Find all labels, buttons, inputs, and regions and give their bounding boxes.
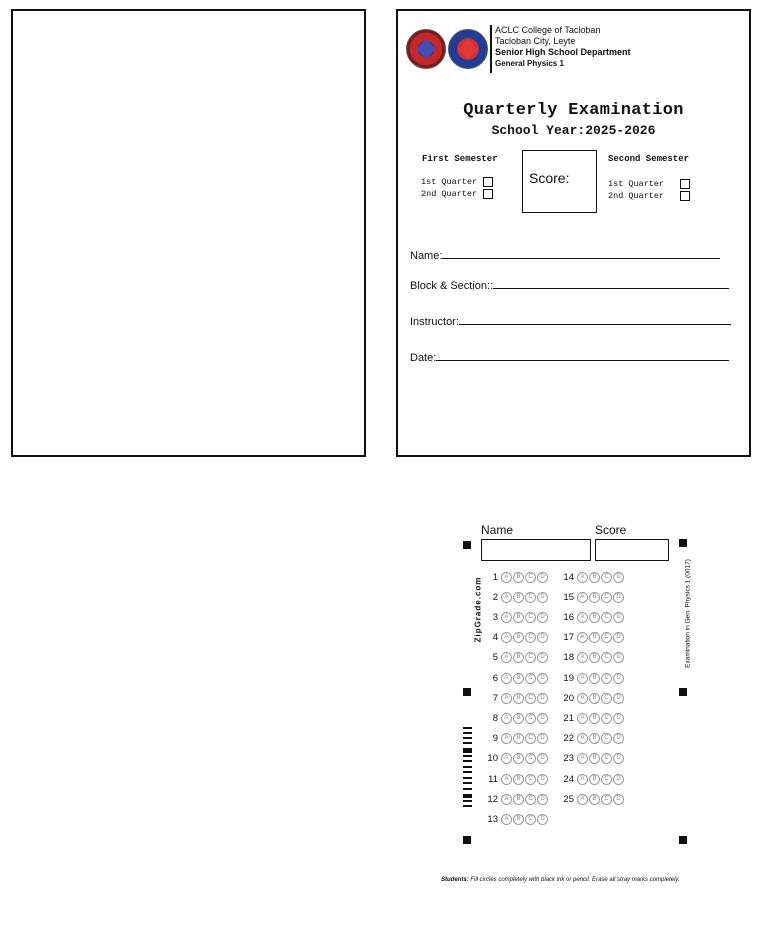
answer-bubble[interactable]: B [589, 733, 600, 744]
question-row [485, 692, 549, 704]
answer-bubble[interactable]: B [589, 774, 600, 785]
answer-bubble[interactable]: A [501, 673, 512, 684]
answer-bubble[interactable]: B [513, 673, 524, 684]
question-row [485, 813, 549, 825]
question-number: 23 [563, 753, 574, 765]
answer-bubble[interactable]: B [513, 733, 524, 744]
question-number: 15 [563, 591, 574, 603]
answer-bubble[interactable]: D [537, 612, 548, 623]
answer-bubble[interactable]: A [501, 693, 512, 704]
question-number: 5 [492, 652, 498, 664]
question-row [561, 632, 625, 644]
answer-bubble[interactable]: D [537, 673, 548, 684]
barcode-bar [463, 782, 472, 784]
answer-bubble[interactable]: C [601, 632, 612, 643]
answer-bubble[interactable]: D [537, 733, 548, 744]
answer-bubble[interactable]: D [613, 652, 624, 663]
sheet-score-label: Score [595, 523, 627, 537]
question-row [561, 611, 625, 623]
answer-bubble[interactable]: A [501, 572, 512, 583]
answer-bubble[interactable]: B [589, 794, 600, 805]
quarter-label: 2nd Quarter [421, 189, 478, 199]
answer-bubble[interactable]: D [537, 592, 548, 603]
question-row [485, 672, 549, 684]
barcode-bar [463, 805, 472, 807]
school-header [495, 25, 631, 69]
quarter-label: 1st Quarter [608, 179, 665, 189]
question-number: 25 [563, 793, 574, 805]
question-row [485, 712, 549, 724]
instructor-field[interactable] [410, 314, 731, 328]
answer-bubble[interactable]: D [613, 753, 624, 764]
question-row [561, 571, 625, 583]
answer-bubble[interactable]: B [589, 572, 600, 583]
second-sem-quarter-2 [608, 191, 690, 201]
answer-bubble[interactable]: C [601, 592, 612, 603]
question-number: 17 [563, 632, 574, 644]
quarter-checkbox[interactable] [680, 191, 690, 201]
header-divider [490, 25, 492, 73]
question-number: 20 [563, 692, 574, 704]
question-number: 4 [492, 632, 498, 644]
answer-bubble[interactable]: C [601, 572, 612, 583]
question-number: 12 [487, 793, 498, 805]
question-row [485, 591, 549, 603]
first-sem-quarter-2 [421, 189, 493, 199]
answer-bubble[interactable]: D [613, 733, 624, 744]
question-row [485, 632, 549, 644]
question-row [561, 793, 625, 805]
answer-bubble[interactable]: A [501, 632, 512, 643]
answer-bubble[interactable]: C [525, 632, 536, 643]
date-field[interactable] [410, 350, 729, 364]
question-number: 7 [492, 692, 498, 704]
answer-bubble[interactable]: D [537, 814, 548, 825]
answer-bubble[interactable]: A [501, 612, 512, 623]
question-number: 13 [487, 813, 498, 825]
school-year: School Year:2025-2026 [491, 123, 656, 138]
second-sem-quarter-1 [608, 179, 690, 189]
zipgrade-brand: ZipGrade.com [473, 576, 483, 643]
answer-bubble[interactable]: B [513, 592, 524, 603]
answer-bubble[interactable]: B [513, 632, 524, 643]
answer-bubble[interactable]: A [577, 652, 588, 663]
sheet-score-box[interactable] [595, 539, 669, 561]
question-row [561, 692, 625, 704]
instructions-bold: Students: [441, 877, 469, 883]
answer-bubble[interactable]: A [577, 713, 588, 724]
question-number: 14 [563, 571, 574, 583]
answer-bubble[interactable]: A [577, 632, 588, 643]
answer-bubble[interactable]: A [577, 753, 588, 764]
answer-bubble[interactable]: B [513, 794, 524, 805]
barcode-bar [463, 742, 472, 744]
question-row [561, 753, 625, 765]
answer-bubble[interactable]: A [501, 592, 512, 603]
barcode-bar [463, 760, 472, 762]
barcode-bar [463, 727, 472, 729]
answer-bubble[interactable]: B [513, 713, 524, 724]
college-name: ACLC College of Tacloban [495, 25, 601, 35]
answer-bubble[interactable]: D [613, 632, 624, 643]
question-number: 1 [492, 571, 498, 583]
answer-bubble[interactable]: C [601, 774, 612, 785]
answer-bubble[interactable]: D [613, 713, 624, 724]
quarter-checkbox[interactable] [483, 177, 493, 187]
answer-bubble[interactable]: B [589, 673, 600, 684]
answer-bubble[interactable]: B [589, 592, 600, 603]
answer-bubble[interactable]: A [501, 753, 512, 764]
quarter-checkbox[interactable] [483, 189, 493, 199]
question-row [485, 793, 549, 805]
answer-bubble[interactable]: C [525, 572, 536, 583]
answer-bubble[interactable]: A [577, 572, 588, 583]
question-number: 21 [563, 712, 574, 724]
answer-bubble[interactable]: A [501, 652, 512, 663]
question-row [485, 652, 549, 664]
question-number: 18 [563, 652, 574, 664]
question-row [561, 712, 625, 724]
answer-bubble[interactable]: A [577, 774, 588, 785]
question-number: 8 [492, 712, 498, 724]
question-number: 11 [488, 773, 498, 785]
instructor-label: Instructor: [410, 316, 459, 328]
answer-bubble[interactable]: C [601, 693, 612, 704]
answer-bubble[interactable]: D [613, 612, 624, 623]
question-number: 9 [492, 733, 498, 745]
question-row [561, 591, 625, 603]
question-number: 16 [563, 611, 574, 623]
score-box [522, 150, 597, 213]
question-row [561, 773, 625, 785]
question-number: 24 [563, 773, 574, 785]
instructions-note [441, 877, 680, 883]
question-row [485, 611, 549, 623]
department-name: Senior High School Department [495, 47, 631, 57]
answer-bubble[interactable]: B [589, 652, 600, 663]
alignment-marker [463, 688, 471, 696]
barcode-bar [463, 771, 472, 773]
answer-bubble[interactable]: D [537, 632, 548, 643]
answer-bubble[interactable]: C [525, 693, 536, 704]
barcode-bar [463, 777, 472, 779]
answer-bubble[interactable]: B [589, 612, 600, 623]
alignment-marker [463, 541, 471, 549]
answer-bubble[interactable]: C [525, 612, 536, 623]
answer-bubble[interactable]: C [601, 673, 612, 684]
answer-bubble[interactable]: C [525, 774, 536, 785]
barcode-bar [463, 748, 472, 753]
question-row [561, 733, 625, 745]
answer-bubble[interactable]: D [613, 673, 624, 684]
sheet-name-box[interactable] [481, 539, 591, 561]
question-row [485, 753, 549, 765]
answer-bubble[interactable]: B [513, 774, 524, 785]
answer-bubble[interactable]: B [589, 753, 600, 764]
answer-bubble[interactable]: A [577, 693, 588, 704]
answer-bubble[interactable]: C [601, 612, 612, 623]
alignment-marker [679, 688, 687, 696]
answer-bubble[interactable]: B [513, 753, 524, 764]
answer-bubble[interactable]: C [601, 794, 612, 805]
block-section-label: Block & Section:: [410, 280, 494, 292]
alignment-marker [463, 836, 471, 844]
school-seal-logo [406, 29, 446, 69]
answer-bubble[interactable]: D [613, 693, 624, 704]
question-number: 2 [492, 591, 498, 603]
blank-page-frame [11, 9, 366, 457]
answer-bubble[interactable]: D [537, 652, 548, 663]
question-row [485, 773, 549, 785]
answer-bubble[interactable]: A [577, 592, 588, 603]
answer-bubble[interactable]: A [501, 733, 512, 744]
exam-cover-page [396, 9, 751, 457]
quarter-label: 1st Quarter [421, 177, 478, 187]
answer-bubble[interactable]: C [525, 673, 536, 684]
first-semester-label: First Semester [422, 154, 498, 164]
date-label: Date: [410, 352, 437, 364]
answer-bubble[interactable]: C [525, 652, 536, 663]
answer-bubble[interactable]: A [501, 814, 512, 825]
answer-bubble[interactable]: A [577, 673, 588, 684]
alignment-marker [679, 539, 687, 547]
answer-bubble[interactable]: B [513, 652, 524, 663]
answer-bubble[interactable]: A [501, 774, 512, 785]
answer-bubble[interactable]: C [601, 713, 612, 724]
answer-bubble[interactable]: B [513, 814, 524, 825]
question-row [485, 571, 549, 583]
subject-name: General Physics 1 [495, 59, 564, 68]
aclc-college-logo [448, 29, 488, 69]
score-label: Score: [529, 170, 570, 186]
answer-bubble[interactable]: C [525, 814, 536, 825]
instructions-text: Fill circles completely with black ink or pencil. Erase all stray marks completely. [468, 877, 680, 883]
question-number: 19 [563, 672, 574, 684]
answer-bubble[interactable]: C [525, 733, 536, 744]
barcode-bar [463, 755, 472, 757]
college-city: Tacloban City, Leyte [495, 36, 576, 46]
answer-bubble[interactable]: C [525, 592, 536, 603]
answer-bubble[interactable]: D [613, 572, 624, 583]
answer-bubble[interactable]: B [589, 632, 600, 643]
question-row [561, 672, 625, 684]
answer-bubble[interactable]: A [577, 612, 588, 623]
sheet-exam-name: Examination in Gen. Physics 1 (0017) [684, 559, 692, 668]
answer-bubble[interactable]: D [537, 693, 548, 704]
sheet-name-label: Name [481, 523, 514, 537]
barcode-bar [463, 732, 472, 734]
answer-bubble[interactable]: D [537, 774, 548, 785]
answer-bubble[interactable]: B [513, 572, 524, 583]
answer-bubble[interactable]: A [577, 794, 588, 805]
answer-bubble[interactable]: A [501, 713, 512, 724]
answer-bubble[interactable]: D [537, 713, 548, 724]
alignment-marker [679, 836, 687, 844]
block-section-field[interactable] [410, 278, 729, 292]
answer-bubble[interactable]: A [577, 733, 588, 744]
barcode-bar [463, 794, 472, 798]
question-number: 22 [563, 733, 574, 745]
exam-title: Quarterly Examination [463, 101, 684, 120]
second-semester-label: Second Semester [608, 154, 690, 164]
answer-bubble[interactable]: D [613, 592, 624, 603]
barcode-bar [463, 800, 472, 802]
name-field[interactable] [410, 248, 720, 262]
answer-bubble[interactable]: B [589, 713, 600, 724]
answer-bubble[interactable]: C [601, 753, 612, 764]
answer-bubble[interactable]: C [525, 713, 536, 724]
answer-bubble[interactable]: D [613, 774, 624, 785]
name-label: Name: [410, 250, 443, 262]
answer-bubble[interactable]: C [601, 652, 612, 663]
quarter-checkbox[interactable] [680, 179, 690, 189]
quarter-label: 2nd Quarter [608, 191, 665, 201]
answer-bubble[interactable]: C [601, 733, 612, 744]
answer-bubble[interactable]: B [513, 693, 524, 704]
answer-bubble[interactable]: A [501, 794, 512, 805]
question-number: 6 [492, 672, 498, 684]
answer-bubble[interactable]: D [537, 794, 548, 805]
answer-bubble[interactable]: D [537, 572, 548, 583]
question-row [561, 652, 625, 664]
answer-bubble[interactable]: B [589, 693, 600, 704]
first-sem-quarter-1 [421, 177, 493, 187]
zipgrade-answer-sheet [455, 520, 695, 850]
barcode-bar [463, 766, 472, 768]
question-number: 3 [492, 611, 498, 623]
answer-bubble[interactable]: D [537, 753, 548, 764]
answer-bubble[interactable]: C [525, 794, 536, 805]
answer-bubble[interactable]: D [613, 794, 624, 805]
barcode-bar [463, 788, 472, 790]
question-row [485, 733, 549, 745]
answer-bubble[interactable]: B [513, 612, 524, 623]
barcode-bar [463, 737, 472, 739]
answer-bubble[interactable]: C [525, 753, 536, 764]
question-number: 10 [487, 753, 498, 765]
